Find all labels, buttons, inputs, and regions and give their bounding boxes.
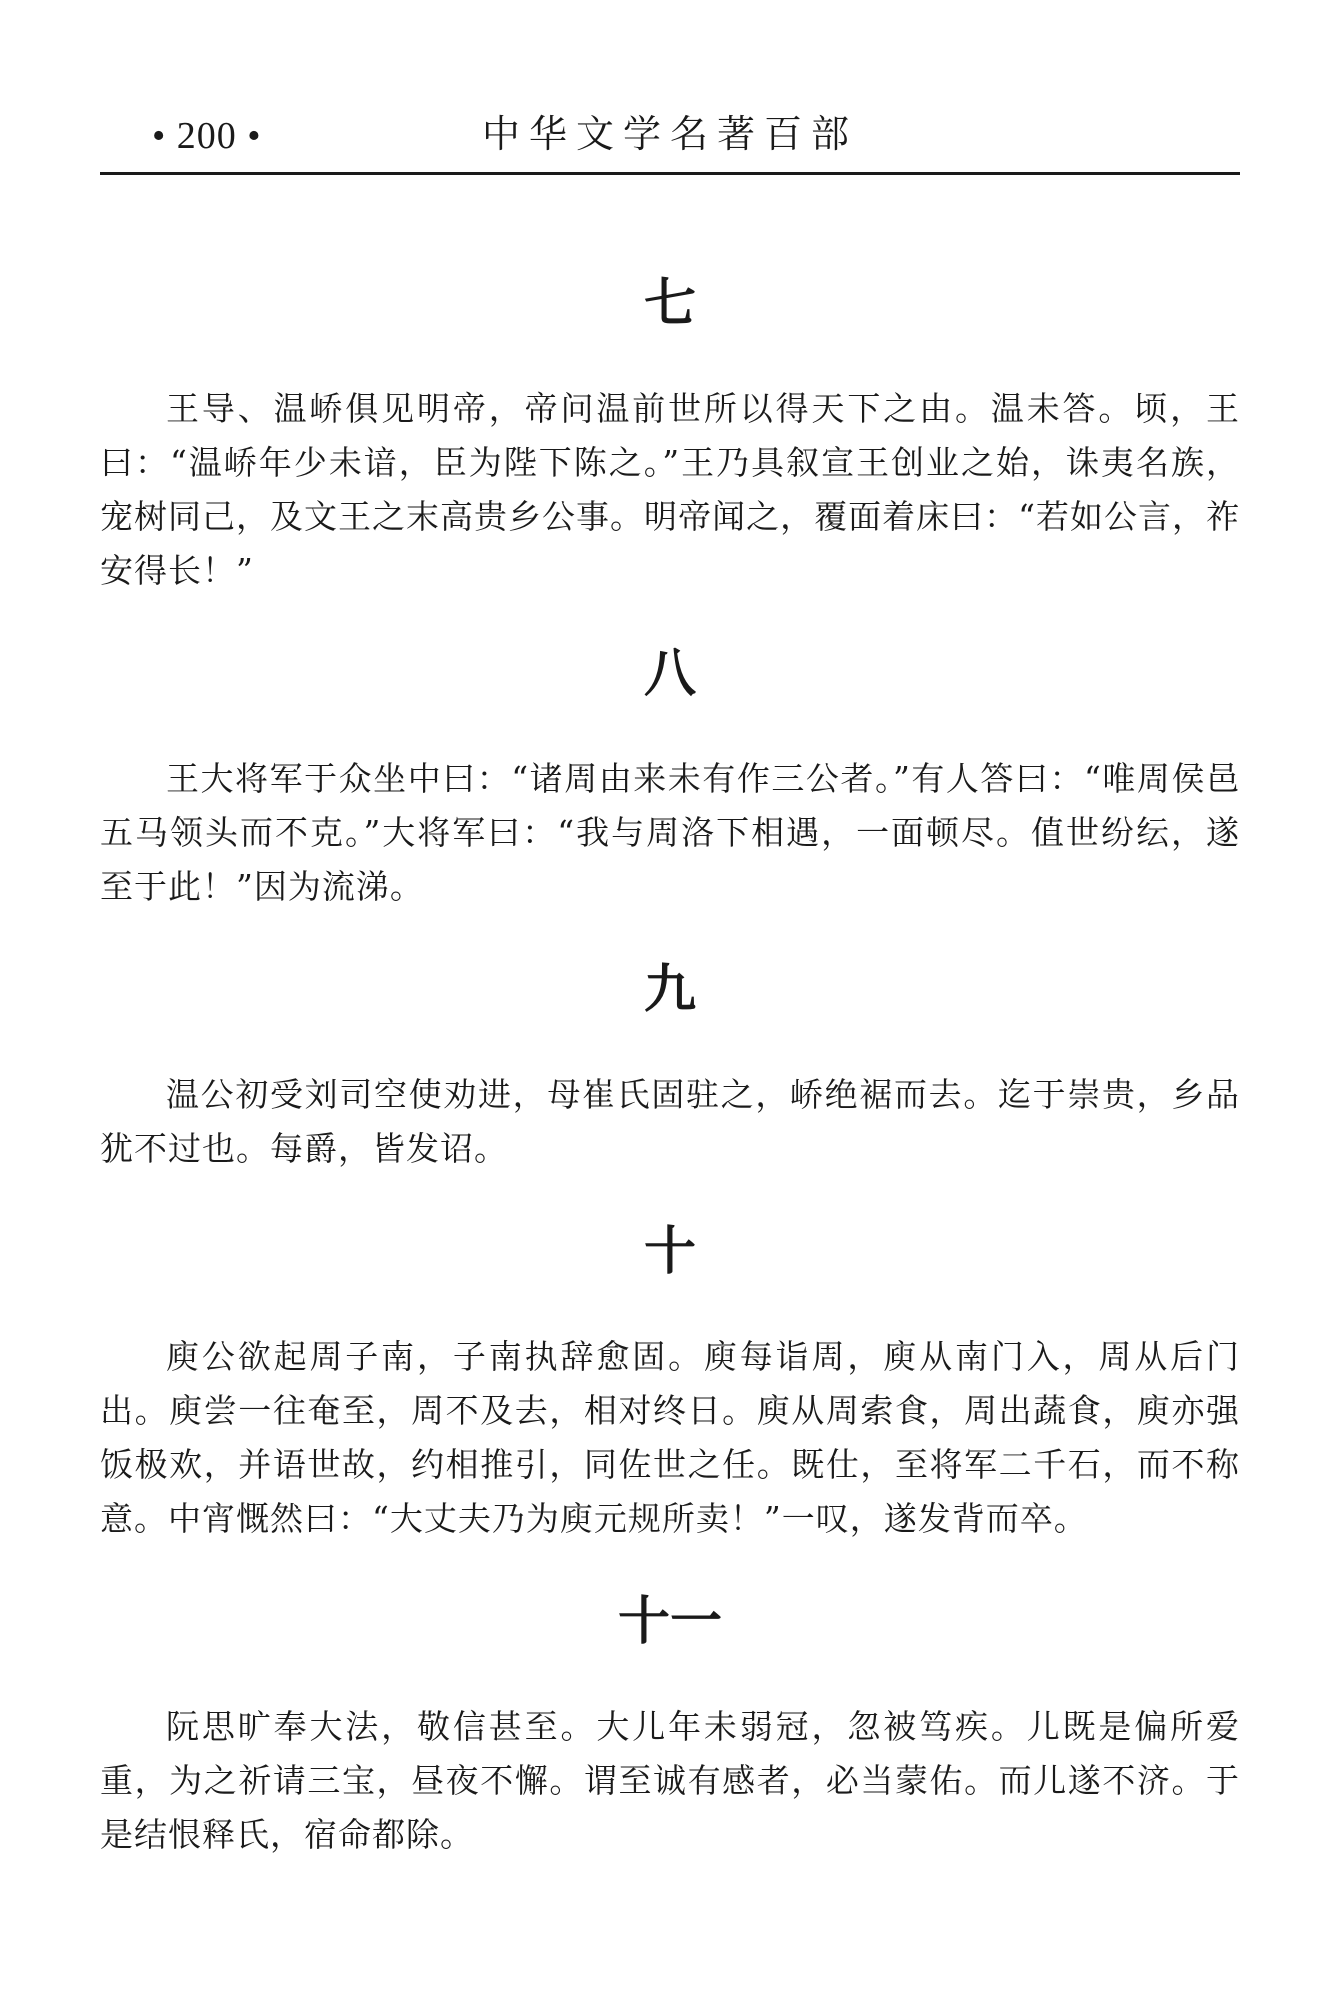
section-paragraph: 温公初受刘司空使劝进，母崔氏固驻之，峤绝裾而去。迄于崇贵，乡品犹不过也。每爵，皆发诏。 — [100, 1075, 1240, 1168]
section-paragraph: 王导、温峤俱见明帝，帝问温前世所以得天下之由。温未答。顷，王曰：“温峤年少未谙，臣为陛下陈之。”王乃具叙宣王创业之始，诛夷名族，宠树同己，及文王之末高贵乡公事。明帝闻之，覆面着床曰：“若如公言，祚安得长！” — [100, 389, 1240, 590]
section-10 — [100, 1212, 1240, 1546]
section-9 — [100, 950, 1240, 1176]
section-11 — [100, 1582, 1240, 1862]
page-number: • 200 • — [152, 115, 262, 157]
page-content — [100, 264, 1240, 1898]
section-7 — [100, 264, 1240, 598]
section-heading: 七 — [643, 274, 696, 334]
page-header — [100, 110, 1240, 175]
section-paragraph: 阮思旷奉大法，敬信甚至。大儿年未弱冠，忽被笃疾。儿既是偏所爱重，为之祈请三宝，昼夜不懈。谓至诚有感者，必当蒙佑。而儿遂不济。于是结恨释氏，宿命都除。 — [100, 1707, 1240, 1854]
section-heading: 十 — [643, 1222, 696, 1282]
section-paragraph: 庾公欲起周子南，子南执辞愈固。庾每诣周，庾从南门入，周从后门出。庾尝一往奄至，周不及去，相对终日。庾从周索食，周出蔬食，庾亦强饭极欢，并语世故，约相推引，同佐世之任。既仕，至将军二千石，而不称意。中宵慨然曰：“大丈夫乃为庾元规所卖！”一叹，遂发背而卒。 — [100, 1337, 1240, 1538]
section-heading: 十一 — [617, 1592, 722, 1652]
section-8 — [100, 634, 1240, 914]
book-title: 中华文学名著百部 — [481, 112, 858, 156]
section-heading: 九 — [643, 960, 696, 1020]
section-heading: 八 — [643, 644, 696, 704]
section-paragraph: 王大将军于众坐中曰：“诸周由来未有作三公者。”有人答曰：“唯周侯邑五马领头而不克。”大将军曰：“我与周洛下相遇，一面顿尽。值世纷纭，遂至于此！”因为流涕。 — [100, 759, 1240, 906]
